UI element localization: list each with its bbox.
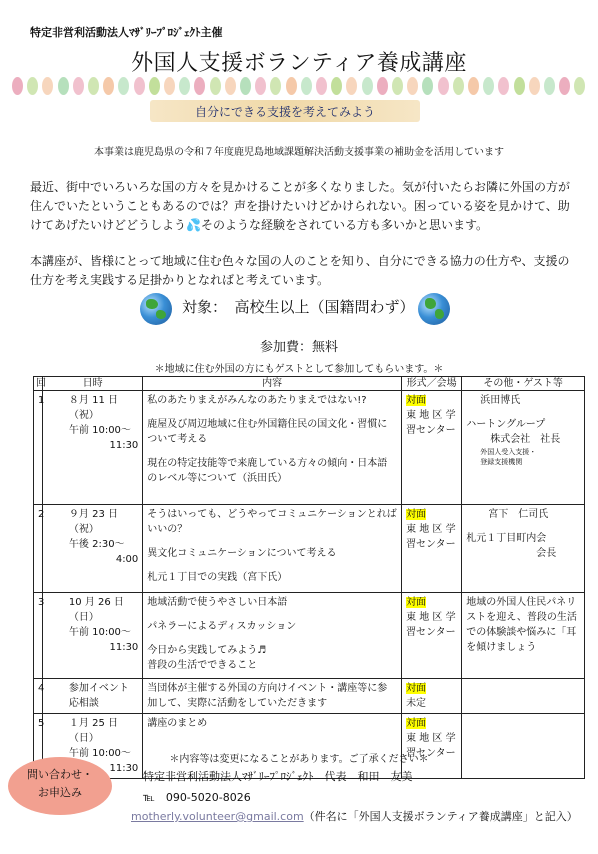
guest-note: ＊地域に住む外国の方にもゲストとして参加してもらいます。＊ (154, 364, 444, 375)
guest-title: 会長 (536, 548, 557, 559)
venue: 東 地 区 学 習センター (406, 524, 456, 550)
session-number: 2 (34, 505, 43, 593)
decorative-dot (529, 77, 540, 95)
change-note: ＊内容等は変更になることがあります。ご了承ください＊ (169, 754, 429, 765)
content-line: そうはいっても、どうやってコミュニケーションとればいいの？ (147, 509, 397, 535)
session-other: 地域の外国人住民パネリストを迎え、普段の生活での体験談や悩みに「耳を傾けましょう (462, 593, 585, 679)
decorative-dot-border (12, 77, 586, 97)
session-content: 講座のまとめ (143, 714, 402, 779)
session-date: ８月 11 日（祝） (68, 395, 119, 421)
decorative-dot (453, 77, 464, 95)
header-datetime: 日時 (42, 377, 142, 391)
session-number: 5 (34, 714, 43, 779)
session-number: 3 (34, 593, 43, 679)
decorative-dot (574, 77, 585, 95)
session-number: 4 (34, 679, 43, 714)
contact-label-line: お申込み (38, 786, 82, 799)
decorative-dot (103, 77, 114, 95)
decorative-dot (544, 77, 555, 95)
session-time-start: 午前 10:00～ (68, 748, 131, 759)
decorative-dot (407, 77, 418, 95)
session-other (462, 679, 585, 714)
decorative-dot (362, 77, 373, 95)
venue: 東 地 区 学 習センター (406, 733, 456, 759)
decorative-dot (498, 77, 509, 95)
content-line: 地域活動で使うやさしい日本語 (147, 597, 288, 608)
header-session-number: 回 (34, 377, 43, 391)
session-date: １月 25 日（日） (68, 718, 119, 744)
decorative-dot (225, 77, 236, 95)
session-time-start: 午前 10:00～ (68, 425, 131, 436)
target-audience: 対象： 高校生以上（国籍問わず） (182, 298, 415, 316)
decorative-dot (331, 77, 342, 95)
decorative-dot (73, 77, 84, 95)
decorative-dot (179, 77, 190, 95)
content-line: 鹿屋及び周辺地域に住む外国籍住民の国文化・習慣について考える (147, 419, 388, 445)
contact-phone: ℡ 090-5020-8026 (143, 791, 251, 804)
session-format (402, 679, 462, 714)
guest-name: 浜田博氏 (480, 395, 521, 406)
session-other (462, 714, 585, 779)
content-line: 札元１丁目での実践（宮下氏） (147, 572, 288, 583)
session-content: 当団体が主催する外国の方向けイベント・講座等に参加して、実際に活動をしていただきます (143, 679, 402, 714)
session-date: ９月 23 日（祝） (68, 509, 119, 535)
session-format (402, 593, 462, 679)
venue: 未定 (406, 698, 427, 709)
header-content: 内容 (143, 377, 402, 391)
session-time-start: 午後 2:30～ (68, 539, 125, 550)
session-guest (462, 505, 585, 593)
decorative-dot (316, 77, 327, 95)
decorative-dot (240, 77, 251, 95)
subsidy-note: 本事業は鹿児島県の令和７年度鹿児島地域課題解決活動支援事業の補助金を活用しています (94, 147, 504, 158)
guest-name: 宮下 仁司氏 (488, 509, 549, 520)
decorative-dot (27, 77, 38, 95)
decorative-dot (559, 77, 570, 95)
decorative-dot (210, 77, 221, 95)
table-row (34, 593, 585, 679)
session-time-end: 11:30 (109, 642, 139, 653)
guest-org: 札元１丁目町内会 (466, 533, 547, 544)
decorative-dot (286, 77, 297, 95)
schedule-table (33, 376, 585, 779)
decorative-dot (301, 77, 312, 95)
guest-note-line: 登録支援機関 (480, 458, 523, 466)
decorative-dot (12, 77, 23, 95)
contact-label-line: 問い合わせ・ (27, 768, 93, 781)
decorative-dot (134, 77, 145, 95)
table-row (34, 679, 585, 714)
email-subject-note: （件名に「外国人支援ボランティア養成講座」と記入） (303, 810, 578, 823)
venue: 東 地 区 学 習センター (406, 612, 456, 638)
intro-paragraph-2: 本講座が、皆様にとって地域に住む色々な国の人のことを知り、自分にできる協力の仕方や、支援の仕方を考え実践する足掛かりとなればと考えています。 (30, 254, 570, 287)
format-highlight: 対面 (406, 718, 427, 729)
content-line: 私のあたりまえがみんなのあたりまえではない!? (147, 395, 367, 406)
session-format (402, 505, 462, 593)
decorative-dot (377, 77, 388, 95)
contact-label (8, 766, 112, 802)
content-line: 現在の特定技能等で来鹿している方々の傾向・日本語のレベル等について（浜田氏） (147, 458, 388, 484)
subtitle: 自分にできる支援を考えてみよう (194, 105, 375, 119)
session-datetime (42, 505, 142, 593)
email-line (131, 808, 578, 824)
decorative-dot (392, 77, 403, 95)
session-format (402, 391, 462, 505)
session-time-end: 11:30 (109, 440, 139, 451)
format-highlight: 対面 (406, 683, 427, 694)
session-date: 10 月 26 日（日） (68, 597, 124, 623)
decorative-dot (164, 77, 175, 95)
content-line: 異文化コミュニケーションについて考える (147, 548, 337, 559)
email-link[interactable]: motherly.volunteer@gmail.com (131, 810, 304, 823)
session-datetime (42, 391, 142, 505)
decorative-dot (422, 77, 433, 95)
decorative-dot (346, 77, 357, 95)
decorative-dot (42, 77, 53, 95)
guest-note-line: 外国人受入支援・ (480, 448, 537, 456)
session-datetime (42, 679, 142, 714)
format-highlight: 対面 (406, 509, 427, 520)
session-date: 参加イベント応相談 (68, 683, 129, 709)
session-content (143, 593, 402, 679)
format-highlight: 対面 (406, 395, 427, 406)
session-content (143, 505, 402, 593)
globe-icon (418, 293, 450, 325)
decorative-dot (194, 77, 205, 95)
globe-icon (140, 293, 172, 325)
page-title: 外国人支援ボランティア養成講座 (131, 51, 467, 76)
format-highlight: 対面 (406, 597, 427, 608)
table-row (34, 505, 585, 593)
session-time-end: 4:00 (115, 554, 139, 565)
session-time-end: 11:30 (109, 763, 139, 774)
session-datetime (42, 593, 142, 679)
decorative-dot (88, 77, 99, 95)
header-other-guests: その他・ゲスト等 (462, 377, 585, 391)
decorative-dot (483, 77, 494, 95)
table-header-row (34, 377, 585, 391)
content-line: 普段の生活でできること (147, 660, 258, 671)
intro-paragraph-1: 最近、街中でいろいろな国の方々を見かけることが多くなりました。気が付いたらお隣に外国の方が住んでいたということもあるのでは？声を掛けたいけどかけられない。困っている姿を見かけて、助けてあげたいけどどうしよう💦そのような経験をされている方も多いかと思います。 (30, 180, 571, 232)
organizer-header: 特定非営利活動法人ﾏｻﾞﾘｰﾌﾟﾛｼﾞｪｸﾄ主催 (30, 26, 223, 39)
decorative-dot (118, 77, 129, 95)
session-number: 1 (34, 391, 43, 505)
decorative-dot (58, 77, 69, 95)
session-content (143, 391, 402, 505)
guest-title: 株式会社 社長 (490, 434, 561, 445)
participation-fee: 参加費：無料 (259, 340, 338, 355)
decorative-dot (270, 77, 281, 95)
contact-organization: 特定非営利活動法人ﾏｻﾞﾘｰﾌﾟﾛｼﾞｪｸﾄ 代表 和田 友美 (143, 770, 413, 783)
session-time-start: 午前 10:00～ (68, 627, 131, 638)
guest-org: ハートングループ (466, 419, 546, 430)
content-line: パネラーによるディスカッション (147, 621, 297, 632)
decorative-dot (468, 77, 479, 95)
decorative-dot (255, 77, 266, 95)
content-line: 今日から実践してみよう♬ (147, 645, 267, 656)
table-row (34, 391, 585, 505)
decorative-dot (149, 77, 160, 95)
decorative-dot (438, 77, 449, 95)
session-guest (462, 391, 585, 505)
header-format-venue: 形式／会場 (402, 377, 462, 391)
decorative-dot (514, 77, 525, 95)
venue: 東 地 区 学 習センター (406, 410, 456, 436)
